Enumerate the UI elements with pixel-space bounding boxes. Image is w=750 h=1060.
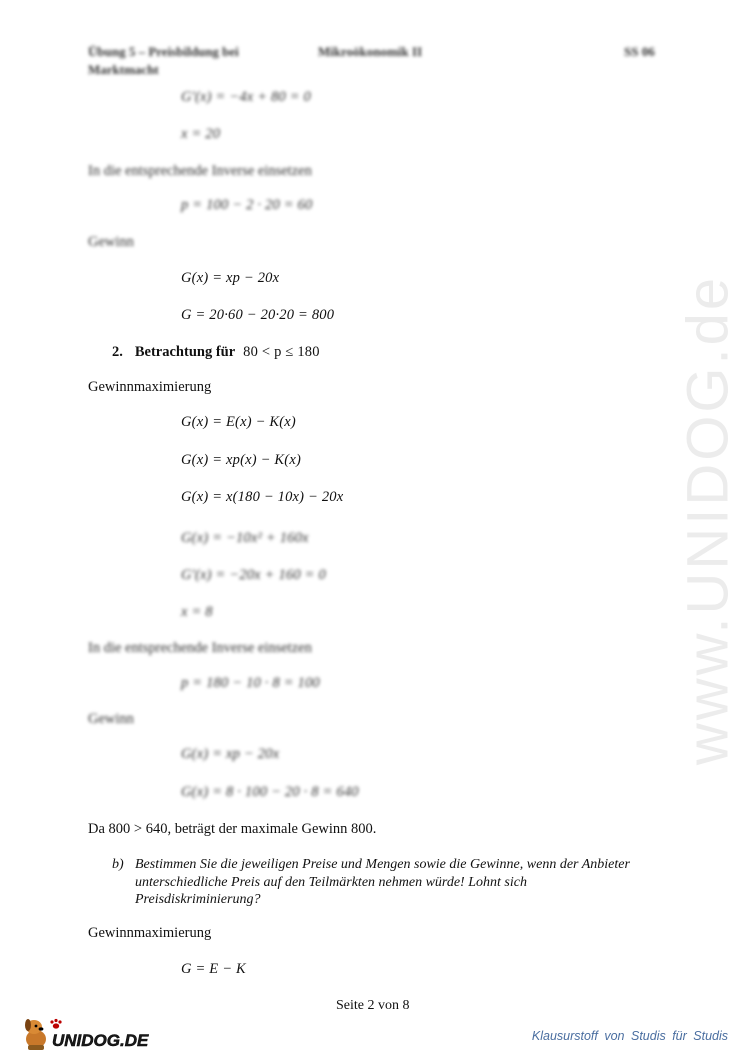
- text-gewinn-1: Gewinn: [88, 234, 134, 250]
- section-condition: 80 < p ≤ 180: [243, 344, 320, 360]
- text-inverse-1: In die entsprechende Inverse einsetzen: [88, 163, 312, 179]
- header-left-line2: Marktmacht: [88, 62, 159, 77]
- equation-g-e-k: G = E − K: [181, 961, 246, 977]
- dog-mascot-icon: [25, 1019, 46, 1050]
- equation-profit-def-2: G(x) = xp − 20x: [181, 746, 280, 762]
- equation-profit-quadratic: G(x) = −10x² + 160x: [181, 530, 309, 546]
- text-gewinnmaximierung-1: Gewinnmaximierung: [88, 379, 212, 395]
- text-inverse-2: In die entsprechende Inverse einsetzen: [88, 640, 312, 656]
- footer-tagline: Klausurstoff von Studis für Studis: [531, 1029, 728, 1043]
- equation-x-2: x = 8: [181, 604, 213, 620]
- equation-x-1: x = 20: [181, 126, 221, 142]
- page-number: Seite 2 von 8: [336, 998, 410, 1013]
- equation-profit-expanded: G(x) = x(180 − 10x) − 20x: [181, 489, 344, 505]
- section-heading-2: [112, 343, 320, 361]
- equation-profit-value: G = 20·60 − 20·20 = 800: [181, 307, 335, 323]
- task-b-label: b): [112, 857, 124, 872]
- header-left-line1: Übung 5 – Preisbildung bei: [88, 44, 239, 59]
- equation-derivative-1: G'(x) = −4x + 80 = 0: [181, 89, 311, 105]
- section-title: Betrachtung für: [134, 344, 236, 360]
- equation-profit-value-2: G(x) = 8 · 100 − 20 · 8 = 640: [181, 784, 359, 800]
- equation-profit-xp: G(x) = xp(x) − K(x): [181, 452, 301, 468]
- equation-profit-def: G(x) = xp − 20x: [181, 270, 280, 286]
- unidog-logo: [22, 1013, 182, 1053]
- header-right: SS 06: [624, 44, 655, 59]
- paw-icon: [50, 1019, 61, 1029]
- text-conclusion: Da 800 > 640, beträgt der maximale Gewinn 800.: [88, 821, 377, 837]
- watermark: www.UNIDOG.de: [675, 274, 741, 766]
- text-gewinn-2: Gewinn: [88, 711, 134, 727]
- logo-text: UNIDOG.DE: [52, 1031, 149, 1050]
- equation-profit-ek: G(x) = E(x) − K(x): [181, 414, 296, 430]
- equation-price-2: p = 180 − 10 · 8 = 100: [181, 675, 320, 691]
- section-number: 2.: [112, 344, 123, 360]
- text-gewinnmaximierung-2: Gewinnmaximierung: [88, 925, 212, 941]
- header-center: Mikroökonomik II: [318, 44, 423, 59]
- equation-price-1: p = 100 − 2 · 20 = 60: [181, 197, 313, 213]
- equation-derivative-2: G'(x) = −20x + 160 = 0: [181, 567, 326, 583]
- task-b-text: Bestimmen Sie die jeweiligen Preise und Mengen sowie die Gewinne, wenn der Anbieter unterschiedliche Preis auf den Teilmärkten nehmen würde! Lohnt sich Preisdiskriminierung?: [135, 857, 630, 907]
